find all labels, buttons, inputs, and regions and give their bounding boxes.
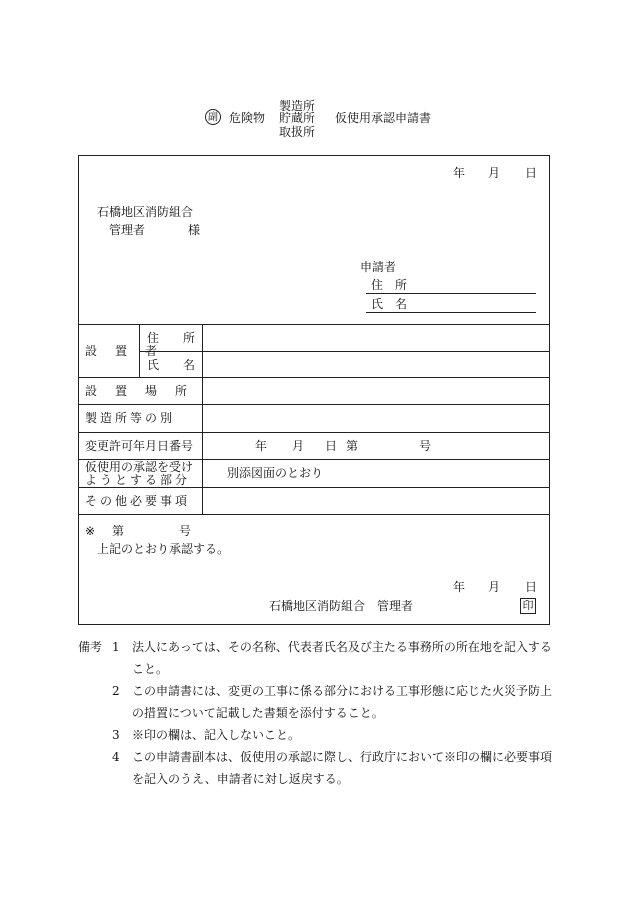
temporary-part-value: 別添図面のとおり — [227, 466, 324, 480]
approval-dai: 第 — [112, 524, 125, 538]
approval-text: 上記のとおり承認する。 — [97, 542, 230, 556]
permit-day: 日 — [325, 439, 338, 453]
permit-year: 年 — [255, 439, 268, 453]
addressee-honorific: 様 — [188, 223, 201, 237]
note-text: この申請書には、変更の工事に係る部分における工事形態に応じた火災予防上の措置について記載した書類を添付すること。 — [132, 684, 553, 720]
approval-month: 月 — [488, 580, 501, 594]
addressee-org: 石橋地区消防組合 — [97, 205, 194, 219]
note-number: 2 — [112, 684, 120, 698]
location-label: 設 置 場 所 — [85, 384, 191, 398]
temporary-part-label-1: 仮使用の承認を受け — [85, 460, 194, 474]
approval-go: 号 — [179, 524, 192, 538]
notes-heading: 備考 — [78, 640, 103, 654]
installer-address-label: 住 所 — [147, 331, 196, 345]
note-text: 法人にあっては、その名称、代表者氏名及び主たる事務所の所在地を記入すること。 — [132, 640, 552, 676]
approval-signer: 石橋地区消防組合 管理者 — [269, 599, 414, 613]
facility-type-label: 製造所等の別 — [85, 411, 176, 425]
note-text: この申請書副本は、仮使用の承認に際し、行政庁において※印の欄に必要事項を記入のうえ、申請者に対し返戻する。 — [132, 750, 553, 786]
applicant-heading: 申請者 — [360, 260, 397, 274]
note-item — [78, 724, 558, 746]
applicant-address-label: 住 所 — [371, 278, 408, 292]
permit-month: 月 — [292, 439, 305, 453]
approval-year: 年 — [453, 580, 466, 594]
application-form — [78, 155, 550, 625]
note-number: 3 — [112, 728, 120, 742]
date-year: 年 — [453, 166, 466, 180]
notes-section — [78, 636, 558, 790]
title-option-manufacturing: 製造所 — [279, 99, 316, 113]
date-day: 日 — [525, 166, 538, 180]
permit-go: 号 — [419, 439, 432, 453]
note-text: ※印の欄は、記入しないこと。 — [132, 728, 301, 742]
duplicate-stamp: 副 — [205, 109, 221, 125]
applicant-name-label: 氏 名 — [371, 297, 408, 311]
note-item — [78, 746, 558, 790]
title-word-hazardous: 危険物 — [229, 111, 266, 125]
installer-name-label: 氏 名 — [147, 358, 196, 372]
temporary-part-label-2: ようとする部分 — [85, 473, 191, 487]
permit-number-label: 変更許可年月日番号 — [85, 439, 194, 453]
note-item — [78, 680, 558, 724]
title-word-application: 仮使用承認申請書 — [335, 111, 432, 125]
approval-day: 日 — [525, 580, 538, 594]
date-month: 月 — [488, 166, 501, 180]
note-item — [78, 636, 558, 680]
other-label: その他必要事項 — [85, 494, 191, 508]
note-number: 4 — [112, 750, 120, 764]
approval-mark: ※ — [85, 524, 96, 538]
installer-label: 設 置 者 — [85, 344, 161, 358]
addressee-title: 管理者 — [109, 223, 146, 237]
note-number: 1 — [112, 640, 120, 654]
permit-dai: 第 — [346, 439, 359, 453]
seal-box: 印 — [520, 598, 536, 614]
title-option-storage: 貯蔵所 — [279, 111, 316, 125]
title-option-handling: 取扱所 — [279, 125, 316, 139]
